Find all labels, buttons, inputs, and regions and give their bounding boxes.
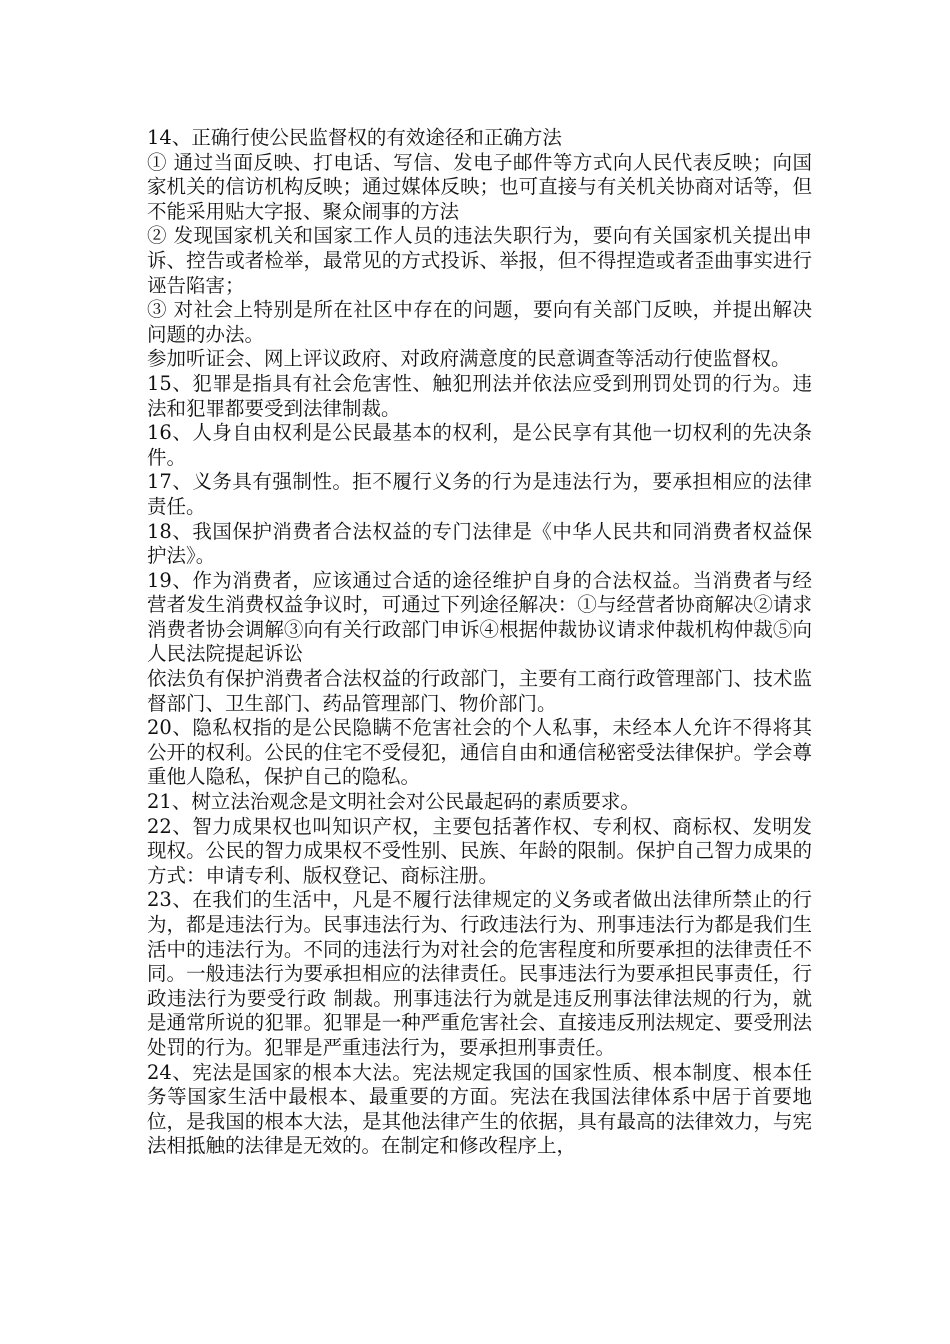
paragraph-17-obligation: 17、义务具有强制性。拒不履行义务的行为是违法行为，要承担相应的法律责任。	[147, 470, 812, 518]
paragraph-19-administrative-departments: 依法负有保护消费者合法权益的行政部门，主要有工商行政管理部门、技术监督部门、卫生部门、药品管理部门、物价部门。	[147, 667, 812, 715]
document-body	[147, 126, 812, 1159]
paragraph-21-rule-of-law: 21、树立法治观念是文明社会对公民最起码的素质要求。	[147, 790, 640, 814]
paragraph-14-heading: 14、正确行使公民监督权的有效途径和正确方法	[147, 126, 562, 149]
paragraph-24-constitution: 24、宪法是国家的根本大法。宪法规定我国的国家性质、根本制度、根本任务等国家生活中最根本、最重要的方面。宪法在我国法律体系中居于首要地位，是我国的根本大法，是其他法律产生的依据，具有最高的法律效力，与宪法相抵触的法律是无效的。在制定和修改程序上，	[147, 1060, 812, 1158]
paragraph-22-intellectual-property: 22、智力成果权也叫知识产权，主要包括著作权、专利权、商标权、发明发现权。公民的智力成果权不受性别、民族、年龄的限制。保护自己智力成果的方式：申请专利、版权登记、商标注册。	[147, 814, 812, 887]
paragraph-18-consumer-law: 18、我国保护消费者合法权益的专门法律是《中华人民共和同消费者权益保护法》。	[147, 519, 812, 568]
paragraph-14-supervision-activities: 参加听证会、网上评议政府、对政府满意度的民意调查等活动行使监督权。	[147, 347, 791, 371]
paragraph-14-method-2: ② 发现国家机关和国家工作人员的违法失职行为，要向有关国家机关提出申诉、控告或者检举，最常见的方式投诉、举报，但不得捏造或者歪曲事实进行诬告陷害；	[147, 224, 812, 297]
paragraph-23-illegal-acts: 23、在我们的生活中，凡是不履行法律规定的义务或者做出法律所禁止的行为，都是违法行为。民事违法行为、行政违法行为、刑事违法行为都是我们生活中的违法行为。不同的违法行为对社会的危害程度和所要承担的法律责任不同。一般违法行为要承担相应的法律责任。民事违法行为要承担民事责任，行政违法行为要受行政 制裁。刑事违法行为就是违反刑事法律法规的行为，就是通常所说的犯罪。犯罪是一种严重危害社会、直接违反刑法规定、要受刑法处罚的行为。犯罪是严重违法行为，要承担刑事责任。	[147, 888, 812, 1059]
paragraph-14-method-1: ① 通过当面反映、打电话、写信、发电子邮件等方式向人民代表反映；向国家机关的信访机构反映；通过媒体反映；也可直接与有关机关协商对话等，但不能采用贴大字报、聚众闹事的方法	[147, 150, 812, 223]
paragraph-16-personal-freedom: 16、人身自由权利是公民最基本的权利，是公民享有其他一切权利的先决条件。	[147, 421, 812, 469]
paragraph-15-crime: 15、犯罪是指具有社会危害性、触犯刑法并依法应受到刑罚处罚的行为。违法和犯罪都要受到法律制裁。	[147, 371, 812, 420]
paragraph-19-consumer-rights: 19、作为消费者，应该通过合适的途径维护自身的合法权益。当消费者与经营者发生消费权益争议时，可通过下列途径解决：①与经营者协商解决②请求消费者协会调解③向有关行政部门申诉④根据仲裁协议请求仲裁机构仲裁⑤向人民法院提起诉讼	[147, 568, 812, 666]
paragraph-14-method-3: ③ 对社会上特别是所在社区中存在的问题，要向有关部门反映，并提出解决问题的办法。	[147, 298, 812, 346]
paragraph-20-privacy: 20、隐私权指的是公民隐瞒不危害社会的个人私事，未经本人允许不得将其公开的权利。公民的住宅不受侵犯，通信自由和通信秘密受法律保护。学会尊重他人隐私，保护自己的隐私。	[147, 716, 812, 789]
